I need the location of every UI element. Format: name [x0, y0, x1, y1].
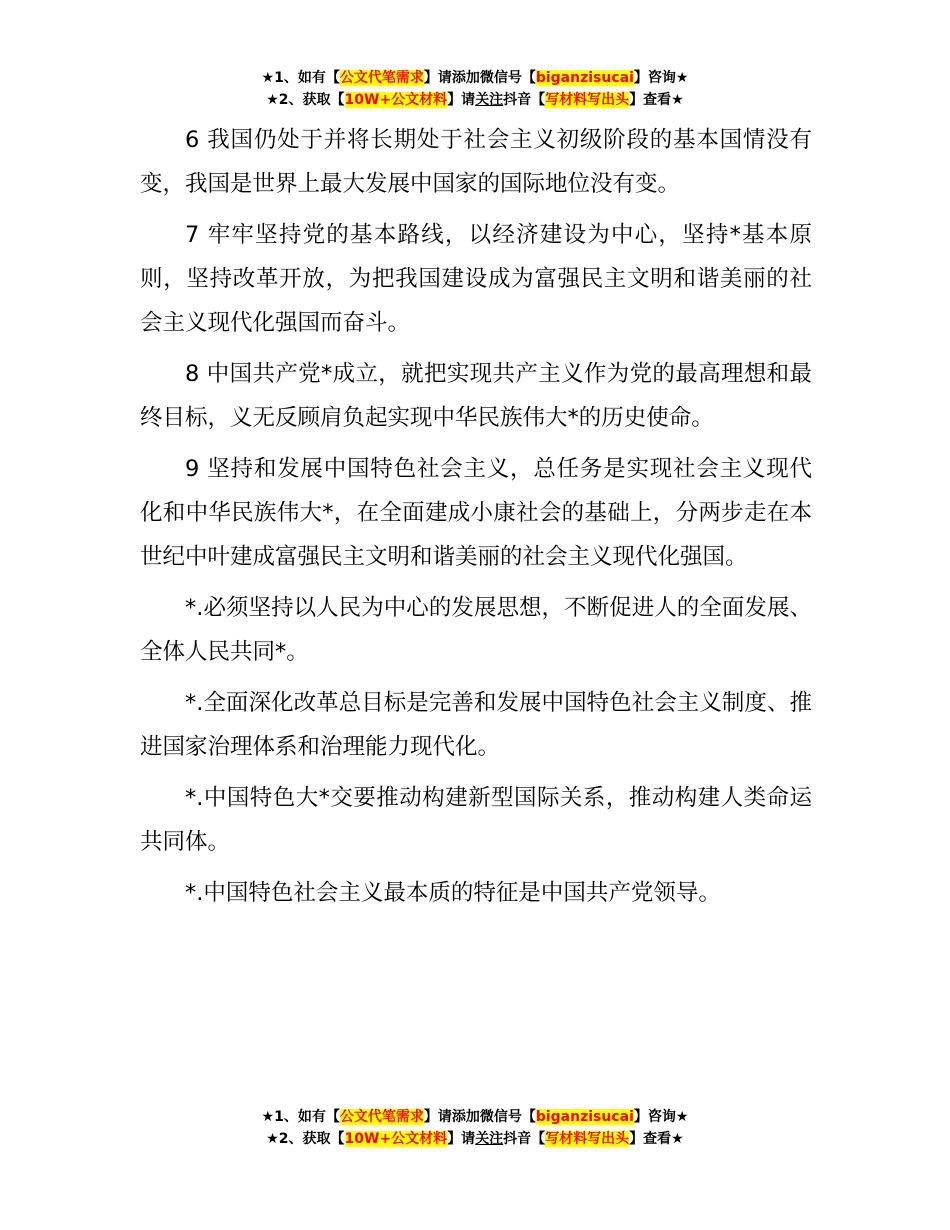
highlight-wechat-id: biganzisucai — [535, 70, 634, 86]
highlight-douyin-name: 写材料写出头 — [545, 92, 630, 108]
banner-text: 】咨询★ — [633, 70, 689, 86]
highlight-materials: 10W+公文材料 — [344, 92, 448, 108]
highlight-service: 公文代笔需求 — [339, 1109, 424, 1125]
banner-text: ★1、如有【 — [261, 1109, 340, 1125]
banner-text: 】请 — [447, 92, 476, 108]
banner-text: 微信号【 — [479, 70, 536, 86]
banner-text: 抖音【 — [503, 1131, 546, 1147]
banner-bold-word: 添加 — [451, 70, 480, 86]
highlight-douyin-name: 写材料写出头 — [545, 1131, 630, 1147]
banner-line-2 — [0, 90, 950, 112]
banner-line-2 — [0, 1129, 950, 1151]
highlight-materials: 10W+公文材料 — [344, 1131, 448, 1147]
banner-line-1 — [0, 68, 950, 90]
banner-text: 抖音【 — [503, 92, 546, 108]
banner-text: 微信号【 — [479, 1109, 536, 1125]
paragraph: *.中国特色大*交要推动构建新型国际关系，推动构建人类命运共同体。 — [140, 785, 812, 855]
banner-text: 】查看★ — [629, 92, 684, 108]
banner-bold-word: 添加 — [451, 1109, 480, 1125]
paragraph: *.必须坚持以人民为中心的发展思想，不断促进人的全面发展、全体人民共同*。 — [140, 595, 812, 665]
header-banner — [0, 68, 950, 112]
highlight-wechat-id: biganzisucai — [535, 1109, 634, 1125]
paragraph: 8 中国共产党*成立，就把实现共产主义作为党的最高理想和最终目标，义无反顾肩负起实现中华民族伟大*的历史使命。 — [140, 361, 812, 431]
document-body — [140, 118, 812, 922]
paragraph: 9 坚持和发展中国特色社会主义，总任务是实现社会主义现代化和中华民族伟大*，在全面建成小康社会的基础上，分两步走在本世纪中叶建成富强民主文明和谐美丽的社会主义现代化强国。 — [140, 456, 812, 570]
banner-text: 】请 — [447, 1131, 476, 1147]
paragraph: 6 我国仍处于并将长期处于社会主义初级阶段的基本国情没有变，我国是世界上最大发展中国家的国际地位没有变。 — [140, 127, 812, 197]
highlight-service: 公文代笔需求 — [339, 70, 424, 86]
banner-text: ★2、获取【 — [266, 92, 345, 108]
paragraph: *.中国特色社会主义最本质的特征是中国共产党领导。 — [185, 880, 721, 906]
footer-banner — [0, 1107, 950, 1151]
banner-text: 】咨询★ — [633, 1109, 689, 1125]
banner-underlined-word: 关注 — [475, 92, 504, 108]
banner-line-1 — [0, 1107, 950, 1129]
paragraph: *.全面深化改革总目标是完善和发展中国特色社会主义制度、推进国家治理体系和治理能力现代化。 — [140, 690, 812, 760]
banner-underlined-word: 关注 — [475, 1131, 504, 1147]
banner-text: ★2、获取【 — [266, 1131, 345, 1147]
banner-text: 】请 — [423, 1109, 452, 1125]
banner-text: 】查看★ — [629, 1131, 684, 1147]
banner-text: ★1、如有【 — [261, 70, 340, 86]
paragraph: 7 牢牢坚持党的基本路线，以经济建设为中心，坚持*基本原则，坚持改革开放，为把我国建设成为富强民主文明和谐美丽的社会主义现代化强国而奋斗。 — [140, 222, 812, 336]
banner-text: 】请 — [423, 70, 452, 86]
